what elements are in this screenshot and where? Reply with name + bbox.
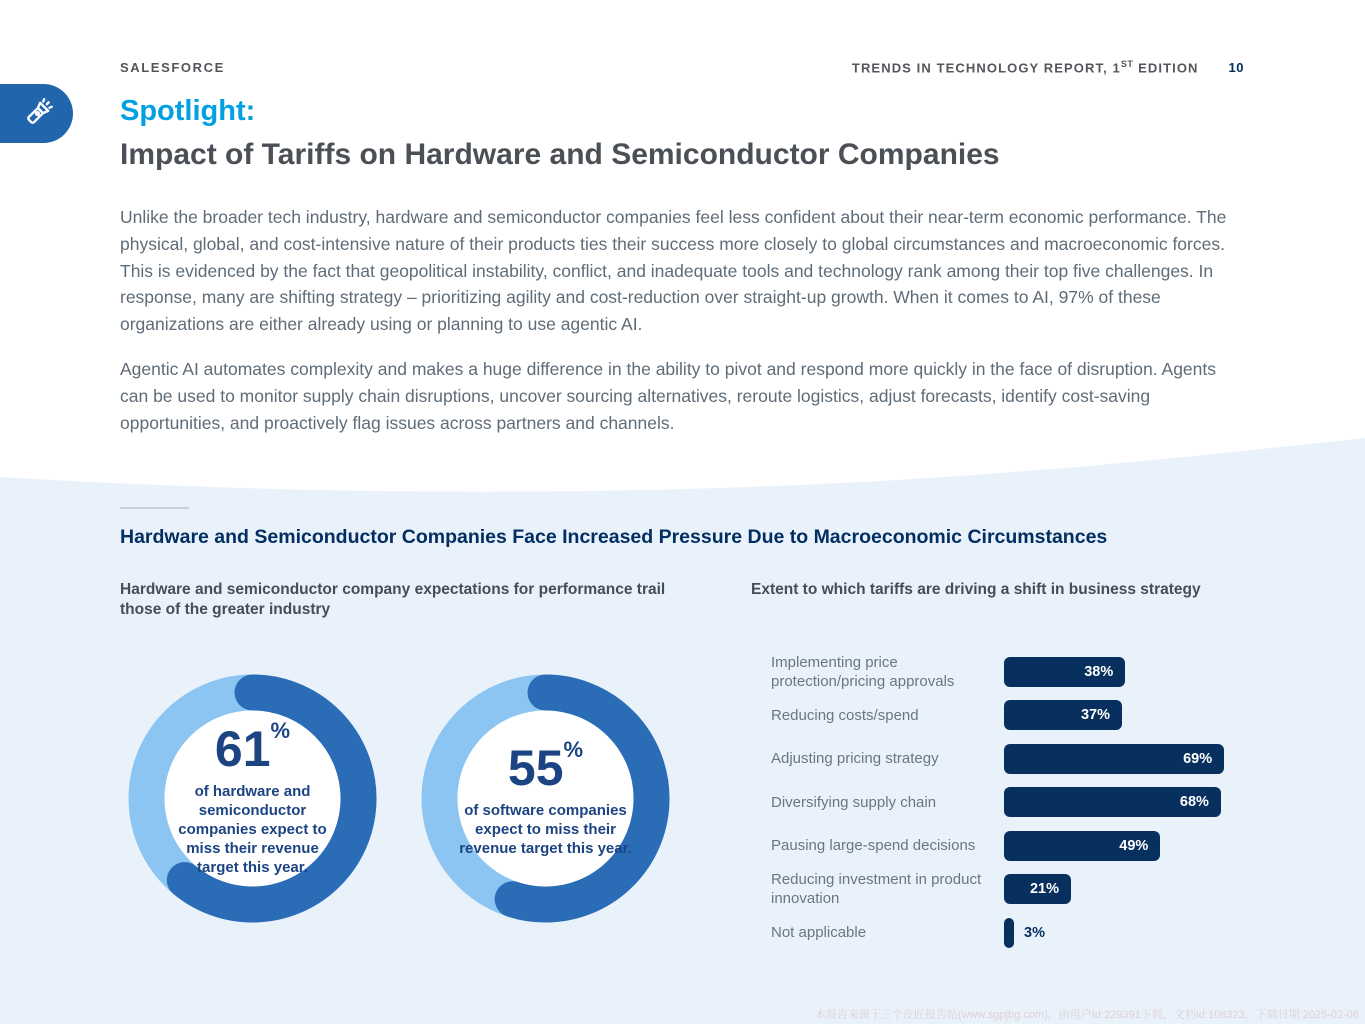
bar-label: Pausing large-spend decisions [771,837,976,855]
download-watermark: 本报告来源于三个皮匠报告站(www.sgpjbg.com)，由用户Id:229391下载，文档Id:108323，下载日期:2025-02-06 [814,1009,1359,1021]
bar-label: Not applicable [771,924,867,942]
bar-chart [771,650,1245,955]
bar-track [1004,744,1224,774]
bar-label: Reducing investment in product innovation [771,871,982,908]
bar-track [1004,700,1122,730]
page-header [120,59,1244,75]
bar-track [1004,918,1045,948]
bar-value: 49% [1119,837,1149,854]
bar-row [771,694,1245,738]
bar-fill [1004,831,1160,861]
bar-row [771,868,1245,912]
bar-chart-subheading: Extent to which tariffs are driving a shift in business strategy [751,581,1201,598]
donut-hardware-center [128,674,377,923]
page-title: Impact of Tariffs on Hardware and Semiconductor Companies [120,138,1000,171]
bar-fill [1004,700,1122,730]
bar-label: Adjusting pricing strategy [771,750,939,768]
donut-chart-software [421,674,670,923]
flashlight-icon [18,95,56,133]
bar-track [1004,874,1071,904]
donut-software-label: of software companies expect to miss their revenue target this year. [459,802,632,857]
bar-row [771,737,1245,781]
report-title: TRENDS IN TECHNOLOGY REPORT, 1ST EDITION [851,59,1199,76]
section-heading: Hardware and Semiconductor Companies Face Increased Pressure Due to Macroeconomic Circumstances [120,526,1108,548]
wave-divider [0,430,1365,501]
bar-fill [1004,874,1071,904]
bar-label: Diversifying supply chain [771,793,937,811]
donut-hardware-label: of hardware and semiconductor companies expect to miss their revenue target this year. [178,783,327,876]
bar-fill [1004,744,1224,774]
bar-fill [1004,787,1221,817]
body-paragraph-1: Unlike the broader tech industry, hardware and semiconductor companies feel less confident about their near-term economic performance. The physical, global, and cost-intensive nature of their products ties their success more closely to global circumstances and macroeconomic forces. This is evidenced by the fact that geopolitical instability, conflict, and inadequate tools and technology rank among their top five challenges. In response, many are shifting strategy – prioritizing agility and cost-reduction over straight-up growth. When it comes to AI, 97% of these organizations are either already using or planning to use agentic AI. [120,207,1227,335]
donut-software-value: 55% [507,737,584,796]
bar-row [771,911,1245,955]
bar-value: 37% [1080,707,1111,724]
donut-hardware-value: 61% [214,718,291,777]
bar-track [1004,787,1221,817]
bar-fill [1004,657,1125,687]
spotlight-eyebrow: Spotlight: [120,95,256,127]
header-right [852,59,1244,75]
section-divider [120,507,189,509]
bar-row [771,781,1245,825]
bar-value: 38% [1084,663,1114,680]
bar-track [1004,831,1160,861]
bar-value-outside: 3% [1024,924,1045,941]
bar-value: 69% [1183,750,1213,767]
spotlight-badge [0,84,73,143]
body-paragraph-2: Agentic AI automates complexity and makes a huge difference in the ability to pivot and respond more quickly in the face of disruption. Agents can be used to monitor supply chain disruptions, uncover sourcing alternatives, reroute logistics, adjust forecasts, identify cost-saving opportunities, and proactively flag issues across partners and channels. [120,359,1217,433]
bar-fill [1004,918,1014,948]
donut-charts-subheading: Hardware and semiconductor company expectations for performance trail those of the greater industry [120,581,666,618]
bar-track [1004,657,1125,687]
bar-label: Implementing price protection/pricing approvals [771,653,955,690]
brand-label: SALESFORCE [120,60,225,76]
page-number: 10 [1228,60,1244,76]
bar-value: 21% [1029,881,1059,898]
bar-value: 68% [1179,794,1209,811]
bar-row [771,824,1245,868]
donut-software-center [421,674,670,923]
donut-chart-hardware [128,674,377,923]
bar-row [771,650,1245,694]
bar-label: Reducing costs/spend [771,706,919,724]
